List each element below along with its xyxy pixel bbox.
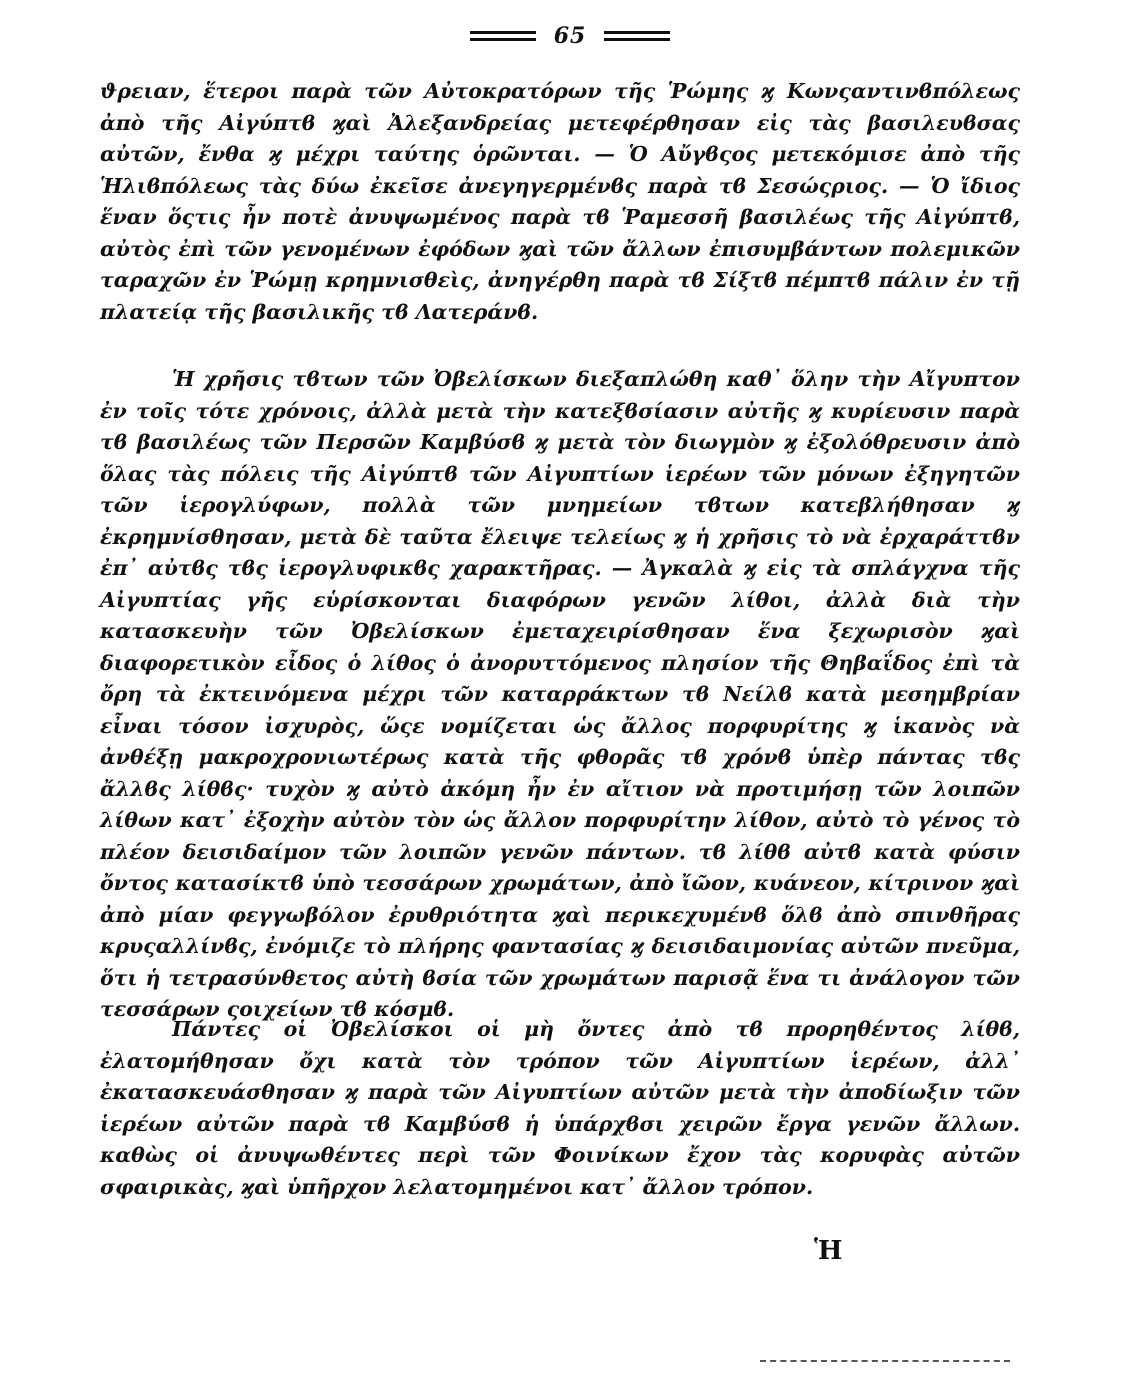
paragraph-3: Πάντες οἱ Ὀβελίσκοι οἱ μὴ ὄντες ἀπὸ τϐ προρηθέντος λίθϐ, ἐλατομήθησαν ὄχι κατὰ τὸν τρόπον τῶν Αἰγυπτίων ἱερέων, ἀλλ᾽ ἐκατασκευάσθησαν ϗ παρὰ τῶν Αἰγυπτίων αὐτῶν μετὰ τὴν ἀποδίωξιν τῶν ἱερέων αὐτῶν παρὰ τϐ Καμβύσϐ ἡ ὑπάρχϐσι χειρῶν ἔργα γενῶν ἄλλων. καθὼς οἱ ἀνυψωθέντες περὶ τῶν Φοινίκων ἔχον τὰς κορυφὰς αὐτῶν σφαιρικὰς, ϗαὶ ὑπῆρχον λελατομημένοι κατ᾽ ἄλλον τρόπον.	[100, 1017, 1020, 1199]
paragraph-1: ϑρειαν, ἕτεροι παρὰ τῶν Αὐτοκρατόρων τῆς Ῥώμης ϗ Κωνςαντινϐπόλεως ἀπὸ τῆς Αἰγύπτϐ ϗαὶ Ἀλεξανδρείας μετεφέρθησαν εἰς τὰς βασιλευϐσας αὐτῶν, ἔνθα ϗ μέχρι ταύτης ὁρῶνται. — Ὁ Αὔγϐςος μετεκόμισε ἀπὸ τῆς Ἡλιϐπόλεως τὰς δύω ἐκεῖσε ἀνεγηγερμένϐς παρὰ τϐ Σεσώςριος. — Ὁ ἴδιος ἕναν ὅςτις ἦν ποτὲ ἀνυψωμένος παρὰ τϐ Ῥαμεσσῆ βασιλέως τῆς Αἰγύπτϐ, αὐτὸς ἐπὶ τῶν γενομένων ἐφόδων ϗαὶ τῶν ἄλλων ἐπισυμβάντων πολεμικῶν ταραχῶν ἐν Ῥώμῃ κρημνισθεὶς, ἀνηγέρθη παρὰ τϐ Σίξτϐ πέμπτϐ πάλιν ἐν τῇ πλατείᾳ τῆς βασιλικῆς τϐ Λατεράνϐ.	[100, 79, 1020, 324]
paragraph-2: Ἡ χρῆσις τϐτων τῶν Ὀβελίσκων διεξαπλώθη καθ᾽ ὅλην τὴν Αἴγυπτον ἐν τοῖς τότε χρόνοις, ἀλλὰ μετὰ τὴν κατεξϐσίασιν αὐτῆς ϗ κυρίευσιν παρὰ τϐ βασιλέως τῶν Περσῶν Καμβύσϐ ϗ μετὰ τὸν διωγμὸν ϗ ἐξολόθρευσιν ἀπὸ ὅλας τὰς πόλεις τῆς Αἰγύπτϐ τῶν Αἰγυπτίων ἱερέων τῶν μόνων ἐξηγητῶν τῶν ἱερογλύφων, πολλὰ τῶν μνημείων τϐτων κατεβλήθησαν ϗ ἐκρημνίσθησαν, μετὰ δὲ ταῦτα ἔλειψε τελείως ϗ ἡ χρῆσις τὸ νὰ ἐρχαράττϐν ἐπ᾽ αὐτϐς τϐς ἱερογλυφικϐς χαρακτῆρας. — Ἀγκαλὰ ϗ εἰς τὰ σπλάγχνα τῆς Αἰγυπτίας γῆς εὑρίσκονται διαφόρων γενῶν λίθοι, ἀλλὰ διὰ τὴν κατασκευὴν τῶν Ὀβελίσκων ἐμεταχειρίσθησαν ἕνα ξεχωρισὸν ϗαὶ διαφορετικὸν εἶδος ὁ λίθος ὁ ἀνορυττόμενος πλησίον τῆς Θηβαΐδος ἐπὶ τὰ ὄρη τὰ ἐκτεινόμενα μέχρι τῶν καταρράκτων τϐ Νείλϐ κατὰ μεσημβρίαν εἶναι τόσον ἰσχυρὸς, ὥςε νομίζεται ὡς ἄλλος πορφυρίτης ϗ ἱκανὸς νὰ ἀνθέξῃ μακροχρονιωτέρως κατὰ τῆς φθορᾶς τϐ χρόνϐ ὑπὲρ πάντας τϐς ἄλλϐς λίθϐς· τυχὸν ϗ αὐτὸ ἀκόμη ἦν ἐν αἴτιον νὰ προτιμήσῃ τῶν λοιπῶν λίθων κατ᾽ ἐξοχὴν αὐτὸν τὸν ὡς ἄλλον πορφυρίτην λίθον, αὐτὸ τὸ γένος τὸ πλέον δεισιδαίμον τῶν λοιπῶν γενῶν πάντων. τϐ λίθϐ αὐτϐ κατὰ φύσιν ὄντος κατασίκτϐ ὑπὸ τεσσάρων χρωμάτων, ἀπὸ ἴῶον, κυάνεον, κίτρινον ϗαὶ ἀπὸ μίαν φεγγωβόλον ἐρυθριότητα ϗαὶ περικεχυμένϐ ὅλϐ ἀπὸ σπινθῆρας κρυςαλλίνϐς, ἐνόμιζε τὸ πλήρης φαντασίας ϗ δεισιδαιμονίας αὐτῶν πνεῦμα, ὅτι ἡ τετρασύνθετος αὐτὴ ϐσία τῶν χρωμάτων παρισᾷ ἕνα τι ἀνάλογον τῶν τεσσάρων ςοιχείων τϐ κόσμϐ.	[100, 367, 1020, 1021]
header-rule-left	[470, 31, 536, 41]
page-number: 65	[553, 23, 587, 49]
page-header	[0, 16, 1140, 56]
catchword: Ἡ	[814, 1236, 843, 1266]
header-rule-right	[604, 31, 670, 41]
footer-smudge	[760, 1360, 1010, 1365]
